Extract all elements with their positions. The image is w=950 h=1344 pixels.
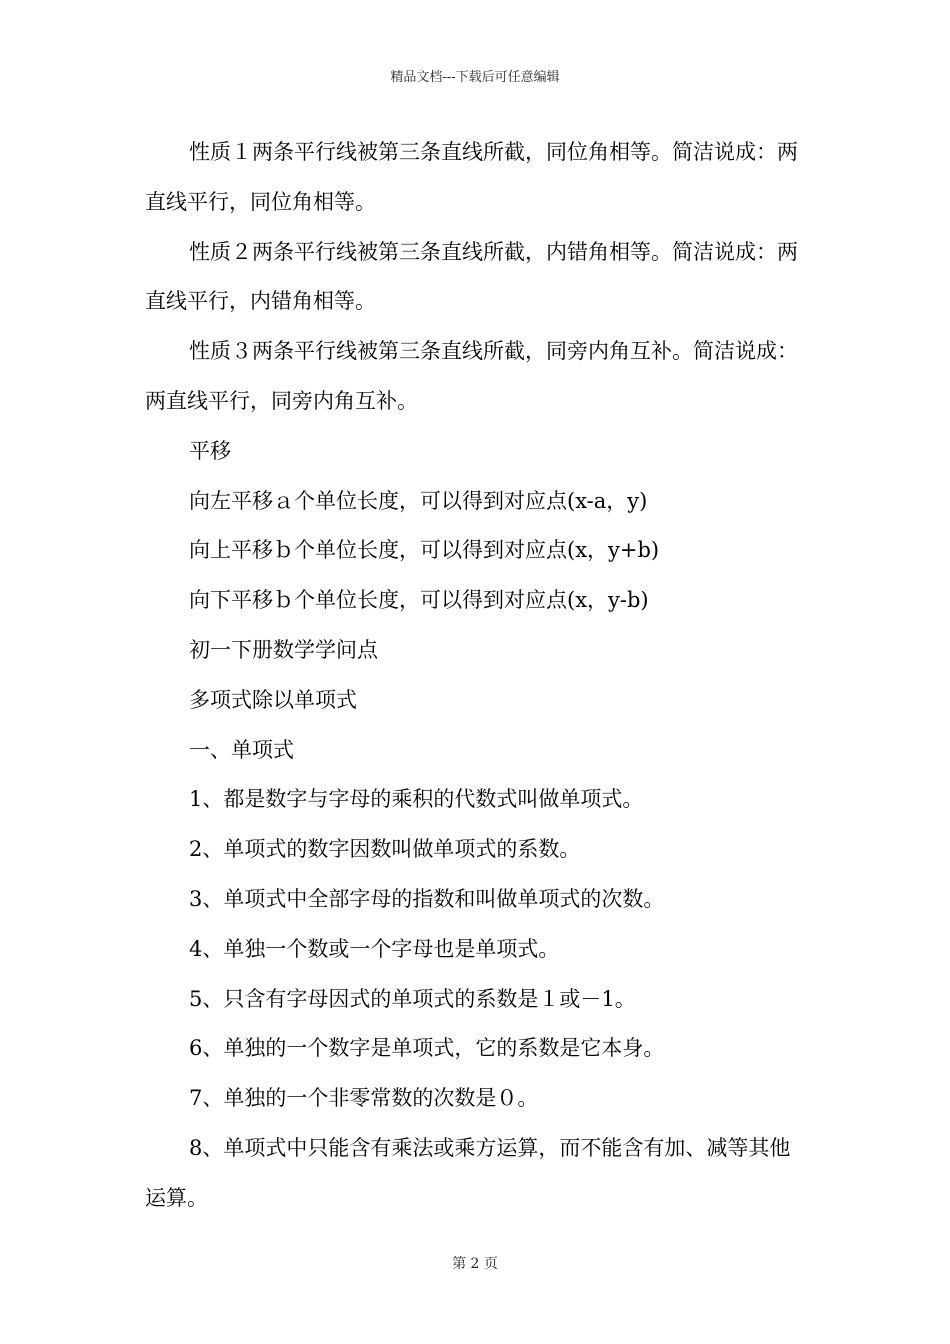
heading-polynomial-division: 多项式除以单项式 <box>189 687 357 712</box>
paragraph-property-3: 性质３两条平行线被第三条直线所截，同旁内角互补。简洁说成：两直线平行，同旁内角互补。 <box>145 339 798 413</box>
paragraph-property-2: 性质２两条平行线被第三条直线所截，内错角相等。简洁说成：两直线平行，内错角相等。 <box>145 239 798 314</box>
list-item-6: 6、单独的一个数字是单项式，它的系数是它本身。 <box>189 1036 665 1061</box>
list-item-1: 1、都是数字与字母的乘积的代数式叫做单项式。 <box>189 787 644 812</box>
list-item-8: 8、单项式中只能含有乘法或乘方运算，而不能含有加、减等其他运算。 <box>145 1135 791 1210</box>
heading-monomial: 一、单项式 <box>189 737 294 762</box>
list-item-7: 7、单独的一个非零常数的次数是０。 <box>189 1086 539 1111</box>
heading-translation: 平移 <box>189 438 231 463</box>
page-footer: 第 2 页 <box>452 1256 498 1272</box>
list-item-3: 3、单项式中全部字母的指数和叫做单项式的次数。 <box>189 886 665 911</box>
document-body <box>145 128 810 1224</box>
list-item-5: 5、只含有字母因式的单项式的系数是１或－1。 <box>189 986 636 1011</box>
list-item-4: 4、单独一个数或一个字母也是单项式。 <box>189 936 560 961</box>
list-item-2: 2、单项式的数字因数叫做单项式的系数。 <box>189 837 581 862</box>
page-header: 精品文档---下载后可任意编辑 <box>390 70 560 85</box>
paragraph-translate-down: 向下平移ｂ个单位长度，可以得到对应点(x，y-b) <box>189 588 649 613</box>
paragraph-property-1: 性质１两条平行线被第三条直线所截，同位角相等。简洁说成：两直线平行，同位角相等。 <box>145 140 798 214</box>
paragraph-translate-up: 向上平移ｂ个单位长度，可以得到对应点(x，y+b) <box>189 538 660 563</box>
paragraph-translate-left: 向左平移ａ个单位长度，可以得到对应点(x-a，y) <box>189 488 648 513</box>
heading-knowledge-points: 初一下册数学学问点 <box>189 637 378 662</box>
